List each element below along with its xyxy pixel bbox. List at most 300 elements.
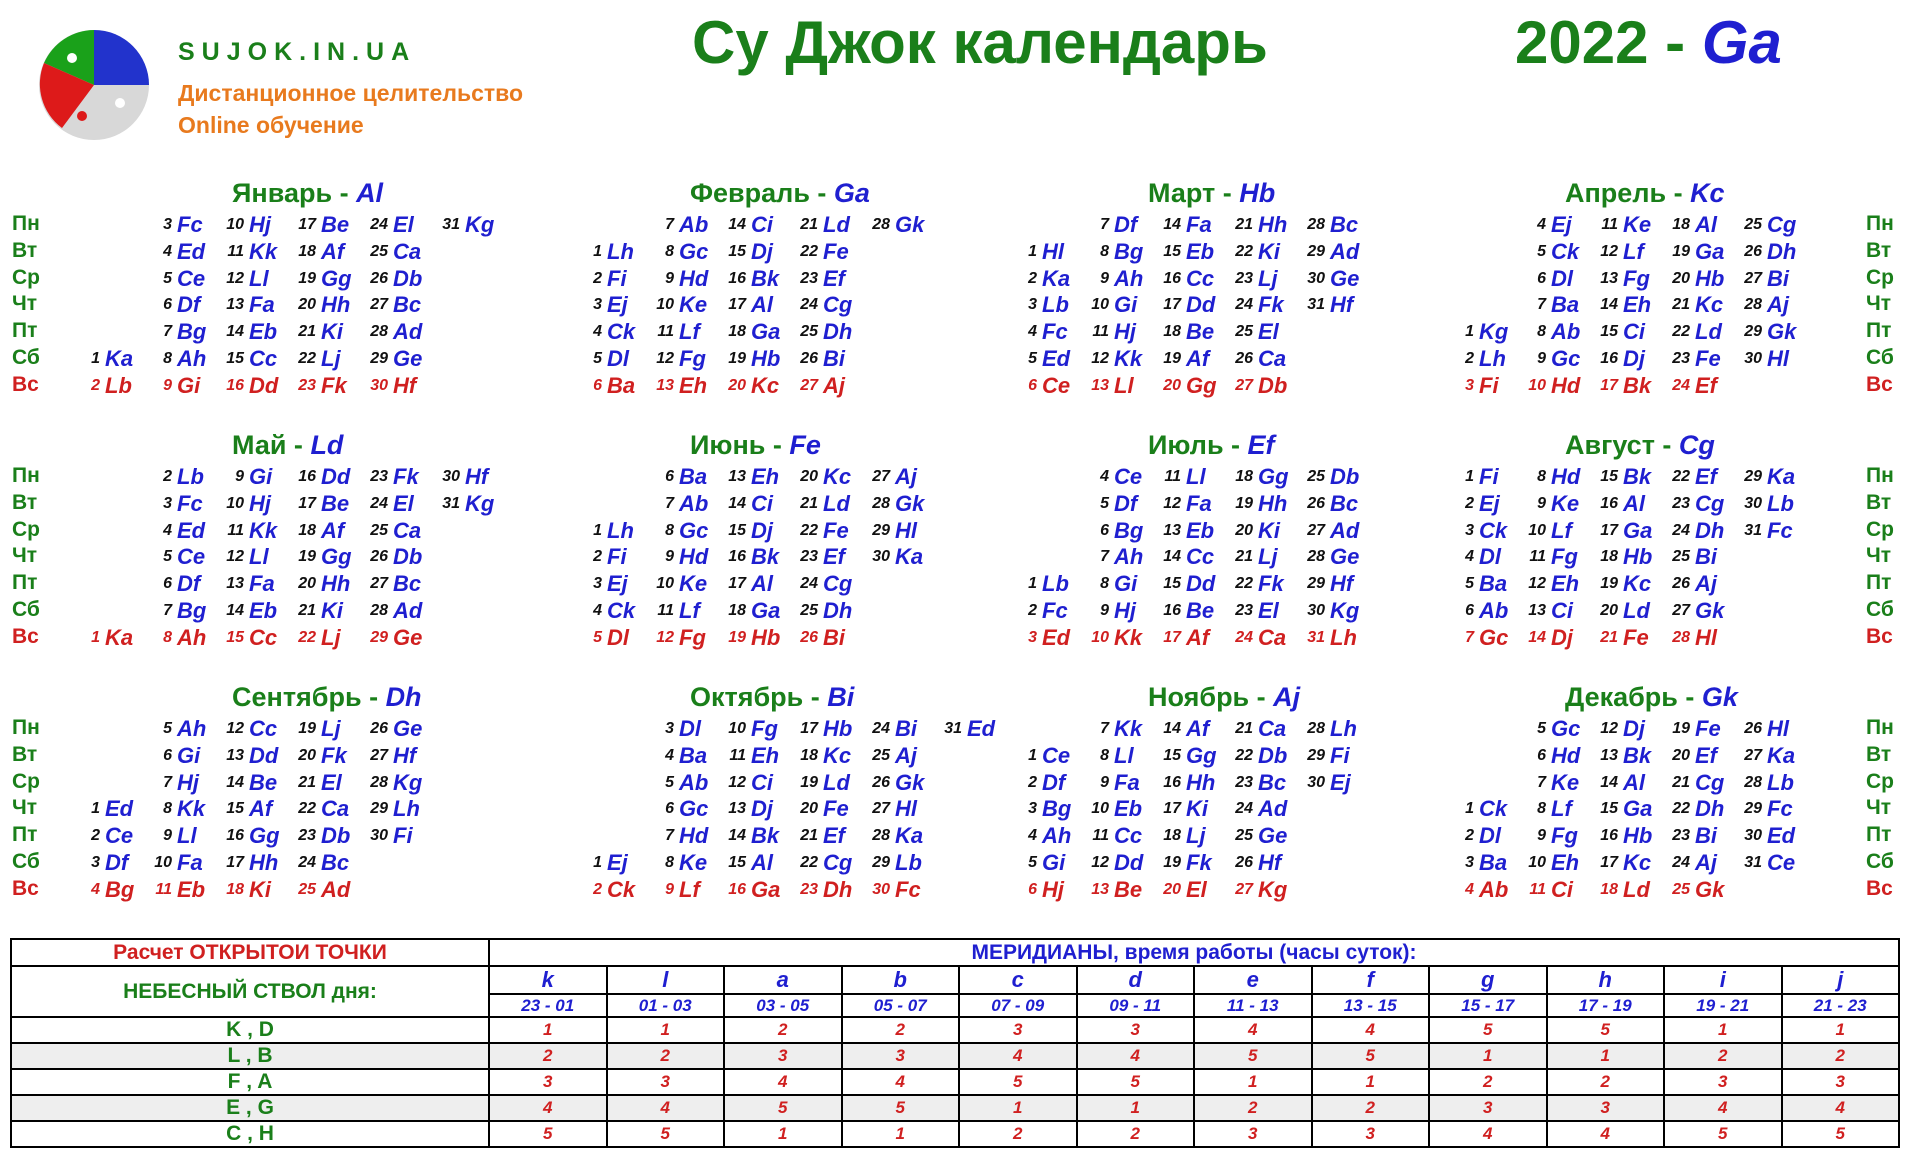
day-code: Bk [1623,372,1652,398]
day-number: 21 [1235,216,1253,233]
day-number: 16 [1600,494,1618,512]
day-code: Hh [249,850,279,875]
day-number: 16 [728,880,746,898]
day-code: Gg [1186,742,1217,768]
day-code: Ci [1623,319,1645,345]
weekday-left: Вт [12,238,38,262]
day-code: Hh [1258,490,1288,516]
day-number: 22 [298,350,316,367]
day-code: Al [1623,490,1645,516]
day-number: 5 [163,548,172,566]
day-code: Ej [1479,490,1500,516]
day-code: Al [751,571,773,597]
day-number: 26 [1235,350,1253,367]
day-number: 13 [656,376,674,394]
year-code: Ga [1701,9,1782,76]
month-name: Апрель - [1565,178,1691,208]
day-number: 10 [1091,296,1109,314]
tagline-2: Online обучение [178,112,364,138]
day-number: 21 [1672,773,1690,791]
point-value: 4 [1782,1095,1900,1121]
day-code: Dj [751,796,773,822]
day-code: Af [321,238,345,264]
month-name: Октябрь - [690,682,828,712]
day-number: 29 [1744,468,1762,485]
day-number: 16 [728,548,746,566]
day-code: Hd [679,265,709,291]
day-number: 2 [593,269,602,287]
month-name: Ноябрь - [1148,682,1274,712]
day-number: 1 [1028,242,1037,260]
meridian-row [11,1121,1899,1147]
day-number: 8 [1100,242,1109,260]
day-code: Be [321,490,350,516]
day-code: Hf [1330,292,1354,318]
day-code: Cg [1695,769,1725,795]
day-number: 6 [1100,521,1109,539]
month-title [1148,178,1275,209]
day-number: 14 [1163,720,1181,737]
day-number: 11 [155,880,172,898]
day-number: 3 [163,216,172,233]
day-code: Db [1258,742,1288,768]
day-number: 14 [1600,296,1618,314]
day-code: Bk [1623,464,1652,489]
month-title [1148,682,1300,713]
day-code: Dd [321,464,351,489]
logo [32,28,157,143]
point-value: 4 [489,1095,607,1121]
day-code: Ca [393,517,422,543]
month-code: Gk [1701,682,1738,712]
day-number: 31 [1744,854,1762,871]
day-code: Fg [1551,544,1578,570]
day-number: 17 [298,216,316,233]
day-number: 15 [226,628,244,646]
day-code: Gi [1114,571,1138,597]
day-code: Ka [895,544,924,570]
day-number: 9 [1100,269,1109,287]
weekday-left: Пт [12,571,38,595]
day-number: 29 [1744,800,1762,818]
month-code: Al [356,178,384,208]
day-code: Lf [1623,238,1644,264]
day-number: 21 [800,494,818,512]
day-code: Aj [1767,292,1789,318]
day-number: 6 [163,296,172,314]
day-code: Ke [679,292,708,318]
weekday-right: Сб [1866,850,1894,873]
day-code: Hh [321,292,351,318]
point-value: 1 [1664,1017,1782,1043]
weekday-right: Пн [1866,464,1894,487]
point-value: 3 [842,1043,960,1069]
month-name: Май - [232,430,311,460]
day-number: 1 [1465,800,1474,818]
day-number: 9 [235,468,244,485]
day-number: 9 [163,376,172,394]
day-number: 19 [1163,854,1181,871]
day-code: Ad [1258,796,1288,822]
point-value: 5 [1194,1043,1312,1069]
day-code: Lh [393,796,420,822]
day-number: 22 [1672,800,1690,818]
day-number: 26 [1744,720,1762,737]
day-number: 25 [800,323,818,341]
day-code: Ba [679,742,708,768]
month-code: Bi [827,682,855,712]
day-code: Lj [1258,265,1278,291]
day-code: Ci [1551,876,1573,902]
day-code: Hb [751,346,781,371]
month-title [1565,682,1738,713]
day-code: Bg [1114,238,1144,264]
day-number: 27 [1235,880,1253,898]
day-number: 19 [1600,575,1618,593]
point-value: 2 [1664,1043,1782,1069]
day-number: 4 [1028,827,1037,845]
meridians-header: МЕРИДИАНЫ, время работы (часы суток): [489,939,1899,966]
day-number: 29 [370,628,388,646]
day-code: Ci [751,490,773,516]
day-code: Cg [823,571,853,597]
day-number: 5 [1028,350,1037,367]
day-number: 20 [800,468,818,485]
day-code: Ca [1258,624,1287,650]
day-number: 4 [1537,216,1546,233]
day-code: Fe [1695,346,1721,371]
day-code: Ba [1479,571,1508,597]
day-code: Gi [249,464,273,489]
day-number: 14 [728,216,746,233]
day-number: 8 [1100,575,1109,593]
weekday-right: Ср [1866,265,1894,289]
day-code: Hl [1695,624,1717,650]
day-number: 20 [1672,746,1690,764]
day-code: Ce [1042,742,1071,768]
day-code: Fa [249,571,275,597]
day-code: Lb [177,464,204,489]
day-number: 28 [1307,548,1325,566]
meridian-letter: a [724,966,842,994]
day-code: El [1258,319,1279,345]
day-code: Kg [393,769,423,795]
day-number: 18 [298,242,316,260]
day-number: 25 [298,880,316,898]
day-code: Fk [393,464,419,489]
day-number: 10 [728,720,746,737]
day-number: 1 [593,242,602,260]
day-code: Lf [1551,796,1572,822]
weekday-right: Вс [1866,876,1893,900]
day-number: 25 [872,746,890,764]
point-value: 1 [1547,1043,1665,1069]
weekday-left: Чт [12,292,38,316]
stem-cell: C , H [11,1121,489,1147]
stem-cell: F , A [11,1069,489,1095]
day-number: 15 [1600,800,1618,818]
day-number: 1 [1465,323,1474,341]
month-code: Ef [1247,430,1275,460]
day-code: Fc [1767,796,1793,822]
day-code: Fk [1186,850,1212,875]
day-number: 22 [298,628,316,646]
weekday-right: Пт [1866,319,1892,343]
day-code: Hj [1114,319,1136,345]
day-number: 26 [370,720,388,737]
day-code: Be [1186,319,1215,345]
day-number: 12 [1163,494,1181,512]
month-title [232,430,343,461]
meridian-row [11,1043,1899,1069]
day-code: Ad [393,598,423,623]
point-value: 1 [842,1121,960,1147]
day-number: 9 [1100,602,1109,619]
day-number: 11 [1092,827,1109,845]
day-number: 3 [1465,854,1474,871]
day-code: Ci [1551,598,1573,623]
day-code: Dd [1186,571,1216,597]
day-number: 27 [872,800,890,818]
weekday-right: Чт [1866,796,1892,820]
day-code: Ah [177,346,207,371]
day-number: 12 [728,773,746,791]
meridian-time: 07 - 09 [959,994,1077,1017]
day-code: Hj [1042,876,1064,902]
day-number: 28 [370,602,388,619]
month-code: Ld [310,430,344,460]
point-value: 4 [1077,1043,1195,1069]
day-number: 30 [1307,773,1325,791]
weekday-right: Чт [1866,292,1892,316]
day-number: 28 [1672,628,1690,646]
day-number: 2 [1028,773,1037,791]
day-number: 30 [370,376,388,394]
day-number: 26 [1744,242,1762,260]
point-value: 3 [1194,1121,1312,1147]
point-value: 4 [724,1069,842,1095]
day-code: Kg [1258,876,1288,902]
day-code: Gc [679,796,709,822]
weekday-left: Пн [12,716,40,739]
day-code: Df [105,850,129,875]
day-number: 9 [665,548,674,566]
day-code: Kc [823,742,852,768]
day-number: 17 [1163,296,1181,314]
day-number: 30 [370,827,388,845]
day-number: 4 [91,880,100,898]
day-code: El [393,212,414,237]
point-value: 2 [1547,1069,1665,1095]
day-number: 15 [1600,468,1618,485]
day-code: Lf [679,319,700,345]
day-code: Ki [321,598,343,623]
day-number: 2 [1465,350,1474,367]
day-number: 6 [1465,602,1474,619]
day-code: Gc [679,238,709,264]
day-number: 20 [800,800,818,818]
day-code: Ah [1114,544,1144,570]
day-number: 7 [665,216,674,233]
day-code: Ad [1330,517,1360,543]
day-number: 28 [1744,773,1762,791]
day-number: 22 [800,242,818,260]
day-number: 27 [1672,602,1690,619]
day-code: Hf [1330,571,1354,597]
day-number: 7 [1537,296,1546,314]
weekday-right: Пн [1866,212,1894,235]
day-code: Ef [1695,464,1717,489]
day-code: Cc [249,346,278,371]
day-code: Df [1114,490,1138,516]
day-number: 17 [1163,628,1181,646]
day-number: 2 [1465,827,1474,845]
day-code: Ge [1258,823,1288,849]
day-number: 26 [872,773,890,791]
day-number: 14 [1600,773,1618,791]
day-code: Df [1042,769,1066,795]
day-code: Gi [177,742,201,768]
day-number: 29 [1307,746,1325,764]
month-code: Kc [1690,178,1725,208]
day-code: Lj [321,716,341,741]
day-number: 5 [593,628,602,646]
day-number: 12 [656,350,674,367]
day-code: Ab [1551,319,1581,345]
day-code: Ka [1042,265,1071,291]
weekday-right: Чт [1866,544,1892,568]
day-number: 9 [665,269,674,287]
day-number: 19 [800,773,818,791]
day-number: 28 [872,216,890,233]
day-code: Eh [1551,850,1580,875]
day-number: 28 [1307,720,1325,737]
day-number: 25 [1307,468,1325,485]
day-number: 3 [91,854,100,871]
day-code: Cg [1767,212,1797,237]
weekday-right: Вт [1866,238,1892,262]
day-number: 14 [1528,628,1546,646]
point-value: 4 [1194,1017,1312,1043]
day-code: Lj [1186,823,1206,849]
day-number: 24 [370,494,388,512]
month-code: Ga [833,178,870,208]
month-code: Dh [385,682,422,712]
day-code: Ga [1695,238,1725,264]
day-number: 18 [226,880,244,898]
day-number: 15 [728,242,746,260]
point-value: 3 [607,1069,725,1095]
day-number: 4 [163,521,172,539]
day-code: Ck [607,598,636,623]
day-number: 5 [1100,494,1109,512]
meridian-time: 15 - 17 [1429,994,1547,1017]
point-value: 5 [842,1095,960,1121]
day-code: Ab [1479,876,1509,902]
day-number: 7 [1100,216,1109,233]
day-code: Fc [1767,517,1793,543]
meridian-time: 11 - 13 [1194,994,1312,1017]
day-code: Dd [249,742,279,768]
day-number: 21 [800,216,818,233]
day-code: Bg [1114,517,1144,543]
day-code: Ej [607,571,628,597]
day-code: Gg [1258,464,1289,489]
day-number: 21 [800,827,818,845]
day-code: Kk [1114,716,1143,741]
day-number: 3 [1465,521,1474,539]
day-number: 11 [227,521,244,539]
day-code: Gi [1042,850,1066,875]
day-number: 10 [656,296,674,314]
day-number: 15 [226,800,244,818]
day-code: Bk [1623,742,1652,768]
point-value: 1 [959,1095,1077,1121]
day-code: Ll [249,544,269,570]
day-code: Eb [249,598,278,623]
weekday-right: Пт [1866,823,1892,847]
day-code: Hh [1186,769,1216,795]
day-number: 9 [1537,494,1546,512]
day-number: 24 [1235,296,1253,314]
day-number: 5 [593,350,602,367]
day-number: 24 [1235,628,1253,646]
day-code: Ld [823,490,850,516]
day-number: 30 [1307,269,1325,287]
day-code: Ld [1695,319,1722,345]
day-code: Hf [465,464,489,489]
day-code: Db [1330,464,1360,489]
point-value: 3 [489,1069,607,1095]
day-number: 15 [1163,242,1181,260]
day-number: 3 [1465,376,1474,394]
day-code: Ed [1042,624,1071,650]
day-number: 13 [1091,880,1109,898]
month-title [232,682,422,713]
day-code: Dj [1623,716,1645,741]
day-number: 5 [163,720,172,737]
day-code: Hh [321,571,351,597]
day-code: Fi [1479,464,1499,489]
day-code: Fe [1623,624,1649,650]
day-code: Dh [823,319,853,345]
day-code: Bg [1042,796,1072,822]
day-code: Kg [465,490,495,516]
day-code: Lb [1042,292,1069,318]
day-code: Bi [823,624,845,650]
day-number: 7 [1537,773,1546,791]
day-number: 29 [1307,242,1325,260]
day-code: Ba [679,464,708,489]
day-number: 18 [1672,216,1690,233]
day-code: Ke [679,850,708,875]
day-number: 8 [665,242,674,260]
stem-label: НЕБЕСНЫЙ СТВОЛ дня: [11,966,489,1017]
day-code: Ga [751,876,781,902]
day-code: Fi [1479,372,1499,398]
point-value: 1 [607,1017,725,1043]
day-code: El [1258,598,1279,623]
day-number: 26 [1672,575,1690,593]
day-number: 18 [800,746,818,764]
day-number: 25 [1235,827,1253,845]
point-value: 1 [1312,1069,1430,1095]
day-number: 31 [442,216,460,233]
day-code: Db [1258,372,1288,398]
day-code: Eb [1186,517,1215,543]
day-number: 11 [657,323,674,341]
day-code: Ad [321,876,351,902]
